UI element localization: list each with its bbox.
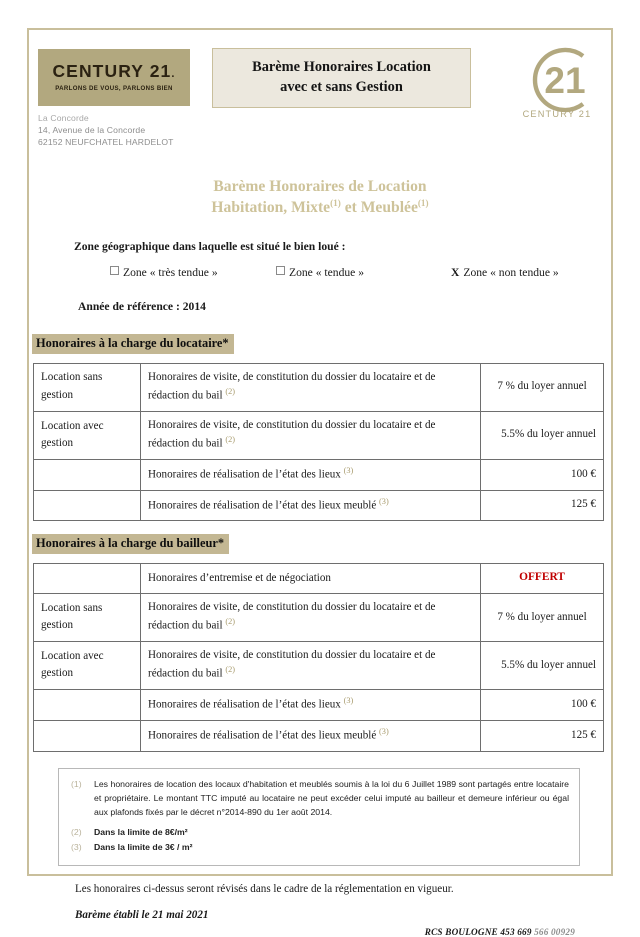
- rcs-registration-suffix: 566 00929: [534, 926, 575, 937]
- rcs-registration-main: RCS BOULOGNE 453 669: [424, 926, 535, 937]
- table-row: [34, 594, 604, 642]
- reference-year: Année de référence : 2014: [78, 299, 206, 313]
- landlord-row-3-label: [34, 690, 141, 721]
- table-row: [34, 411, 604, 459]
- tenant-row-2-desc: [141, 411, 481, 459]
- revision-notice: Les honoraires ci-dessus seront révisés dans le cadre de la réglementation en vigueur.: [75, 882, 454, 895]
- tenant-row-1-desc-text: Honoraires de visite, de constitution du dossier du locataire et de rédaction du bail: [148, 370, 436, 402]
- zone-option-non-tendue[interactable]: [451, 266, 559, 279]
- zone-option-label-2: Zone « tendue »: [289, 265, 365, 279]
- document-page: [29, 30, 611, 937]
- landlord-row-3-desc-text: Honoraires de réalisation de l’état des lieux: [148, 698, 341, 711]
- tenant-row-3-label: [34, 459, 141, 490]
- rcs-registration: [29, 927, 575, 937]
- landlord-row-4-desc-text: Honoraires de réalisation de l’état des lieux meublé: [148, 729, 377, 742]
- table-row: [34, 459, 604, 490]
- landlord-section-banner: Honoraires à la charge du bailleur*: [32, 534, 229, 554]
- document-title-box: [212, 48, 471, 108]
- table-row: [34, 642, 604, 690]
- tenant-row-3-desc-text: Honoraires de réalisation de l’état des lieux: [148, 468, 341, 481]
- tenant-row-2-value: 5.5% du loyer annuel: [481, 411, 604, 459]
- footnote-marker-1a: (1): [330, 198, 341, 209]
- table-row: [34, 721, 604, 752]
- zone-options-row: [29, 266, 611, 282]
- main-heading: [29, 176, 611, 219]
- landlord-row-4-desc: [141, 721, 481, 752]
- agency-address-line-2: 14, Avenue de la Concorde: [38, 125, 146, 136]
- landlord-row-1-desc: [141, 594, 481, 642]
- agency-address-line-1: La Concorde: [38, 113, 89, 123]
- table-row: [34, 564, 604, 594]
- tenant-row-2-desc-text: Honoraires de visite, de constitution du dossier du locataire et de rédaction du bail: [148, 418, 436, 450]
- footnote-marker-2: (2): [225, 386, 236, 396]
- tenant-fee-table: [33, 363, 604, 522]
- tenant-row-3-value: 100 €: [481, 459, 604, 490]
- table-row: [34, 490, 604, 521]
- footnote-marker-2: (2): [225, 434, 236, 444]
- tenant-row-1-value: 7 % du loyer annuel: [481, 363, 604, 411]
- zone-option-tres-tendue[interactable]: [110, 266, 218, 279]
- tenant-row-4-value: 125 €: [481, 490, 604, 521]
- footnote-2: [69, 826, 569, 840]
- landlord-row-3-value: 100 €: [481, 690, 604, 721]
- footnote-marker-3: (3): [379, 496, 389, 506]
- century21-logo-box: [38, 49, 190, 106]
- footnote-1-number: (1): [71, 779, 82, 790]
- checked-x-icon-non-tendue[interactable]: X: [451, 265, 460, 279]
- table-row: [34, 690, 604, 721]
- footnote-2-text: Dans la limite de 8€/m²: [94, 827, 188, 838]
- tenant-section-banner-wrap: [29, 334, 611, 354]
- century21-circle-icon: [509, 40, 605, 120]
- landlord-row-2-label: Location avec gestion: [34, 642, 141, 690]
- landlord-offert-row-value: OFFERT: [481, 564, 604, 594]
- century21-logo-wordmark: CENTURY 21.: [52, 61, 176, 82]
- footnotes-box: [58, 768, 580, 866]
- footnote-2-number: (2): [71, 827, 82, 838]
- footnote-3-number: (3): [71, 842, 82, 853]
- footnote-marker-3: (3): [379, 727, 389, 737]
- century21-logo-tagline: PARLONS DE VOUS, PARLONS BIEN: [55, 84, 173, 92]
- main-heading-line-1: Barème Honoraires de Location: [213, 178, 427, 195]
- century21-brand-name: CENTURY 21: [522, 109, 592, 119]
- footnote-3-text: Dans la limite de 3€ / m²: [94, 842, 193, 853]
- footnote-1: [69, 778, 569, 819]
- footnote-marker-3: (3): [343, 465, 354, 475]
- main-heading-text-b: et Meublée: [340, 199, 418, 217]
- footnote-marker-3: (3): [343, 696, 354, 706]
- tenant-section-banner: Honoraires à la charge du locataire*: [32, 334, 234, 354]
- document-title-line-2: avec et sans Gestion: [280, 79, 403, 95]
- landlord-row-1-value: 7 % du loyer annuel: [481, 594, 604, 642]
- document-header: [29, 30, 611, 152]
- landlord-row-3-desc: [141, 690, 481, 721]
- landlord-fee-table: [33, 563, 604, 752]
- zone-option-label-3: Zone « non tendue »: [463, 265, 559, 279]
- document-title-line-1: Barème Honoraires Location: [252, 59, 431, 76]
- zone-question-label: Zone géographique dans laquelle est situé le bien loué :: [74, 239, 346, 253]
- main-heading-text-a: Habitation, Mixte: [211, 199, 331, 217]
- tenant-row-1-label: Location sans gestion: [34, 363, 141, 411]
- landlord-row-2-desc: [141, 642, 481, 690]
- checkbox-icon-tendue[interactable]: [276, 266, 285, 275]
- agency-address: [38, 112, 174, 149]
- landlord-row-4-label: [34, 721, 141, 752]
- svg-text:21: 21: [544, 60, 586, 101]
- checkbox-icon-tres-tendue[interactable]: [110, 266, 119, 275]
- zone-option-label-1: Zone « très tendue »: [123, 265, 218, 279]
- tenant-row-1-desc: [141, 363, 481, 411]
- landlord-row-1-label: Location sans gestion: [34, 594, 141, 642]
- footnote-marker-2: (2): [225, 617, 236, 627]
- landlord-row-2-desc-text: Honoraires de visite, de constitution du dossier du locataire et de rédaction du bail: [148, 649, 436, 681]
- tenant-row-4-desc-text: Honoraires de réalisation de l’état des lieux meublé: [148, 499, 377, 512]
- tenant-row-4-desc: [141, 490, 481, 521]
- agency-address-line-3: 62152 NEUFCHATEL HARDELOT: [38, 137, 174, 148]
- tenant-row-2-label: Location avec gestion: [34, 411, 141, 459]
- landlord-section-banner-wrap: [29, 534, 611, 554]
- landlord-row-2-value: 5.5% du loyer annuel: [481, 642, 604, 690]
- landlord-offert-row-desc: Honoraires d’entremise et de négociation: [141, 564, 481, 594]
- landlord-row-1-desc-text: Honoraires de visite, de constitution du dossier du locataire et de rédaction du bail: [148, 601, 436, 633]
- footnote-3: [69, 841, 569, 855]
- tenant-row-3-desc: [141, 459, 481, 490]
- landlord-row-4-value: 125 €: [481, 721, 604, 752]
- landlord-offert-row-label: [34, 564, 141, 594]
- established-date: Barème établi le 21 mai 2021: [75, 908, 209, 921]
- footnote-1-text: Les honoraires de location des locaux d'habitation et meublés soumis à la loi du 6 Juillet 1989 sont partagés entre locataire et propriétaire. Le montant TTC imputé au locataire ne peut excéder celui imputé au bailleur et demeure inférieur ou égal aux plafonds fixés par le décret n°2014-890 du 1er août 2014.: [94, 779, 569, 817]
- footnote-marker-1b: (1): [417, 198, 429, 209]
- tenant-row-4-label: [34, 490, 141, 521]
- main-heading-line-2: [29, 197, 611, 218]
- table-row: [34, 363, 604, 411]
- footnote-marker-2: (2): [225, 665, 236, 675]
- zone-option-tendue[interactable]: [276, 266, 364, 279]
